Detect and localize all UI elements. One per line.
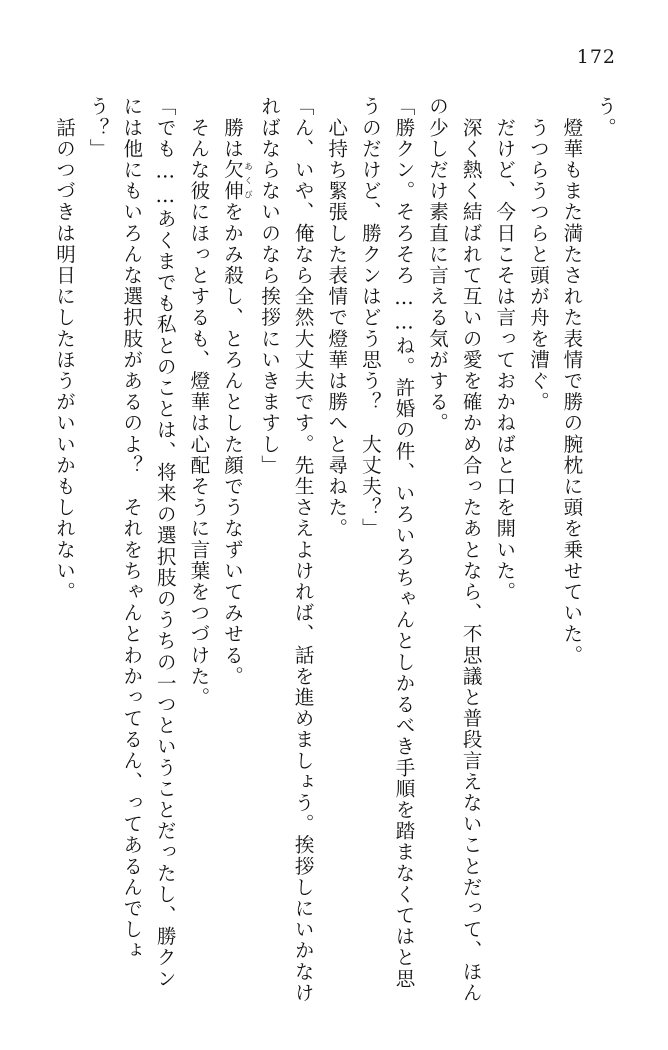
paragraph: 「ん、いや、俺なら全然大丈夫です。先生さえよければ、話を進めましょう。挨拶しにいかなければならないのなら挨拶にいきますし」 bbox=[258, 96, 315, 1004]
paragraph: 心持ち緊張した表情で燈華は勝へと尋ねた。 bbox=[325, 96, 349, 540]
paragraph: う。 bbox=[594, 96, 617, 139]
paragraph-with-ruby: 勝は欠伸あくびをかみ殺し、とろんとした顔でうなずいてみせる。 bbox=[220, 96, 253, 687]
paragraph: そんな彼にほっとするも、燈華は心配そうに言葉をつづけた。 bbox=[187, 96, 211, 708]
paragraph: だけど、今日こそは言っておかねばと口を開いた。 bbox=[493, 96, 517, 603]
paragraph: 「勝クン。そろそろ……ね。許婚の件、いろいろちゃんとしかるべき手順を踏まなくてはと思うのだけど、勝クンはどう思う？ 大丈夫？」 bbox=[358, 96, 416, 990]
paragraph: 深く熱く結ばれて互いの愛を確かめ合ったあとなら、不思議と普段言えないことだって、ほんの少しだけ素直に言える気がする。 bbox=[426, 96, 483, 1004]
page-number: 172 bbox=[576, 46, 616, 68]
paragraph: 話のつづきは明日にしたほうがいいかもしれない。 bbox=[53, 96, 76, 603]
vertical-text-body bbox=[40, 96, 622, 1010]
paragraph: 燈華もまた満たされた表情で勝の腕枕に頭を乗せていた。 bbox=[560, 96, 584, 666]
paragraph: うつらうつらと頭が舟を漕ぐ。 bbox=[526, 96, 550, 413]
paragraph: 「でも……あくまでも私とのことは、将来の選択肢のうちの一つということだったし、勝クンには他にもいろんな選択肢があるのよ？ それをちゃんとわかってるん、ってあるんでしょう？」 bbox=[86, 96, 177, 990]
